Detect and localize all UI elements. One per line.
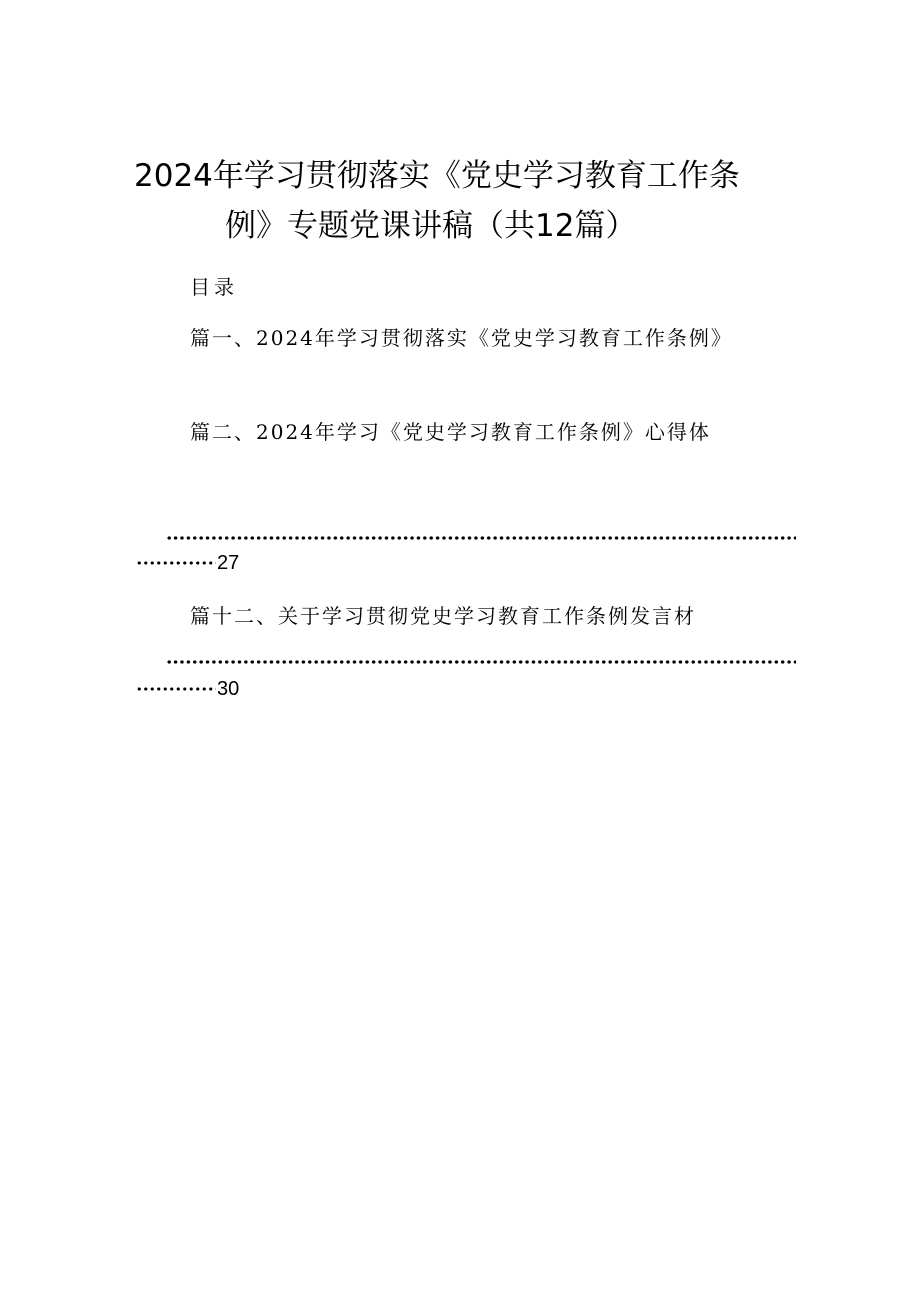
toc-leader-end-3 — [136, 678, 239, 700]
document-title-line-1: 2024年学习贯彻落实《党史学习教育工作条 — [134, 158, 740, 194]
toc-leader-end-2 — [136, 552, 239, 574]
toc-leader-dots-3b — [136, 686, 216, 692]
toc-leader-dots-2 — [166, 535, 796, 541]
toc-page-number-2[interactable]: 27 — [217, 551, 240, 574]
toc-item-3[interactable]: 篇十二、关于学习贯彻党史学习教育工作条例发言材 — [190, 604, 696, 628]
toc-item-2[interactable]: 篇二、2024年学习《党史学习教育工作条例》心得体 — [190, 420, 711, 444]
toc-leader-dots-3 — [166, 659, 796, 665]
document-title-line-2: 例》专题党课讲稿（共12篇） — [225, 208, 637, 244]
toc-leader-dots-2b — [136, 560, 216, 566]
toc-heading: 目录 — [190, 275, 238, 299]
toc-page-number-3[interactable]: 30 — [217, 677, 240, 700]
toc-item-1[interactable]: 篇一、2024年学习贯彻落实《党史学习教育工作条例》 — [190, 326, 733, 350]
